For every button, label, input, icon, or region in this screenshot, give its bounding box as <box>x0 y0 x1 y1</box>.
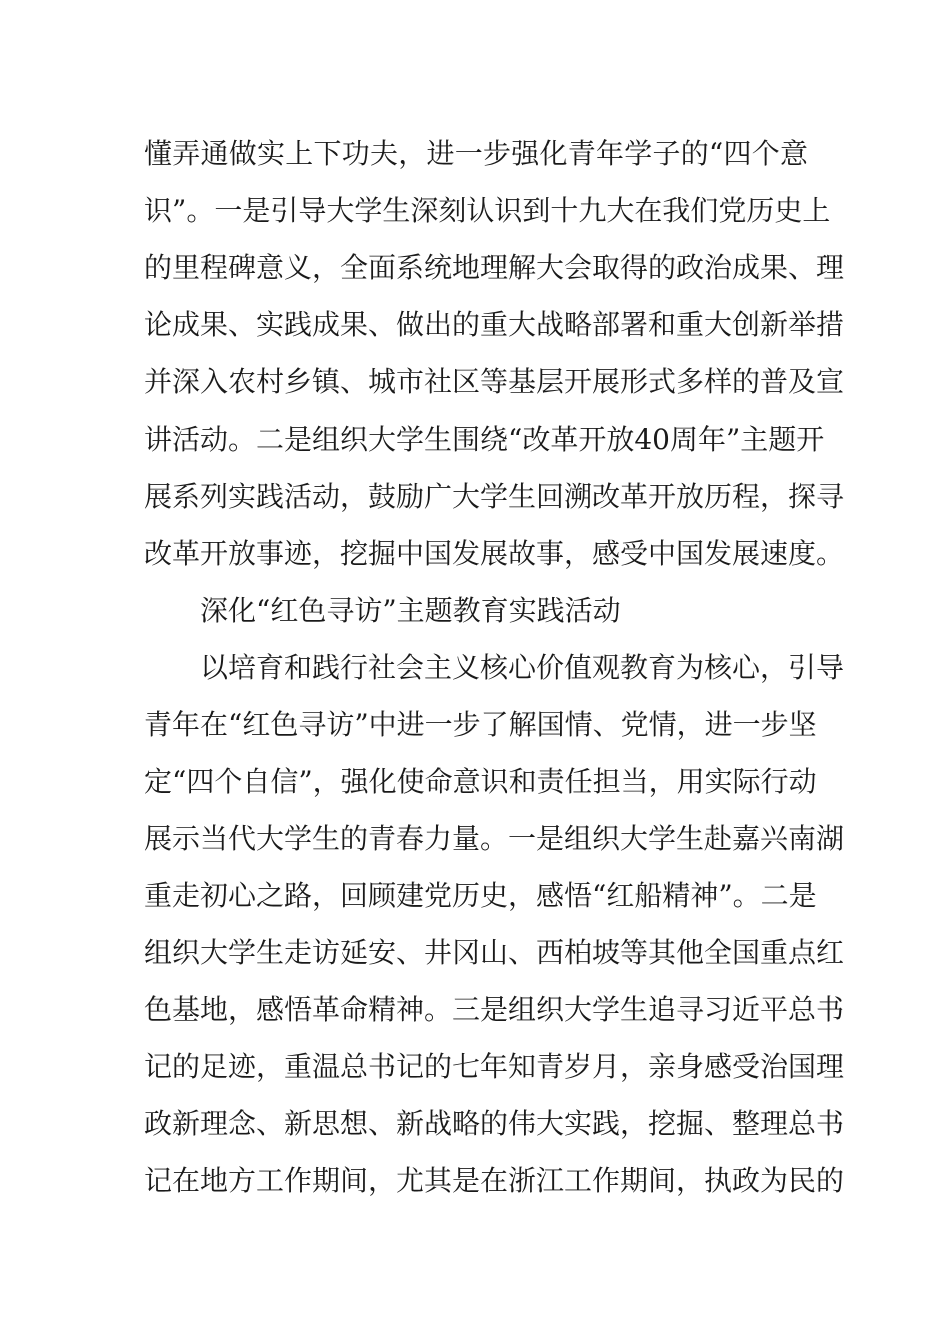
text-line: 青年在“红色寻访”中进一步了解国情、党情，进一步坚 <box>144 708 817 741</box>
text-line: 政新理念、新思想、新战略的伟大实践，挖掘、整理总书 <box>144 1107 845 1140</box>
text-line: 的里程碑意义，全面系统地理解大会取得的政治成果、理 <box>144 251 845 284</box>
text-line: 记在地方工作期间，尤其是在浙江工作期间，执政为民的 <box>144 1164 845 1197</box>
text-line: 重走初心之路，回顾建党历史，感悟“红船精神”。二是 <box>144 879 817 912</box>
section-heading: 深化“红色寻访”主题教育实践活动 <box>200 594 621 627</box>
text-line: 定“四个自信”，强化使命意识和责任担当，用实际行动 <box>144 765 817 798</box>
text-line: 并深入农村乡镇、城市社区等基层开展形式多样的普及宣 <box>144 365 845 398</box>
text-line: 以培育和践行社会主义核心价值观教育为核心，引导 <box>200 651 845 684</box>
text-line: 组织大学生走访延安、井冈山、西柏坡等其他全国重点红 <box>144 936 845 969</box>
text-line: 懂弄通做实上下功夫，进一步强化青年学子的“四个意 <box>144 137 808 170</box>
text-line: 论成果、实践成果、做出的重大战略部署和重大创新举措 <box>144 308 845 341</box>
text-line: 讲活动。二是组织大学生围绕“改革开放40周年”主题开 <box>144 423 825 456</box>
text-line: 识”。一是引导大学生深刻认识到十九大在我们党历史上 <box>144 194 831 227</box>
text-line: 展示当代大学生的青春力量。一是组织大学生赴嘉兴南湖 <box>144 822 845 855</box>
text-line: 展系列实践活动，鼓励广大学生回溯改革开放历程，探寻 <box>144 480 845 513</box>
text-line: 记的足迹，重温总书记的七年知青岁月，亲身感受治国理 <box>144 1050 845 1083</box>
text-line: 色基地，感悟革命精神。三是组织大学生追寻习近平总书 <box>144 993 845 1026</box>
text-line: 改革开放事迹，挖掘中国发展故事，感受中国发展速度。 <box>144 537 845 570</box>
